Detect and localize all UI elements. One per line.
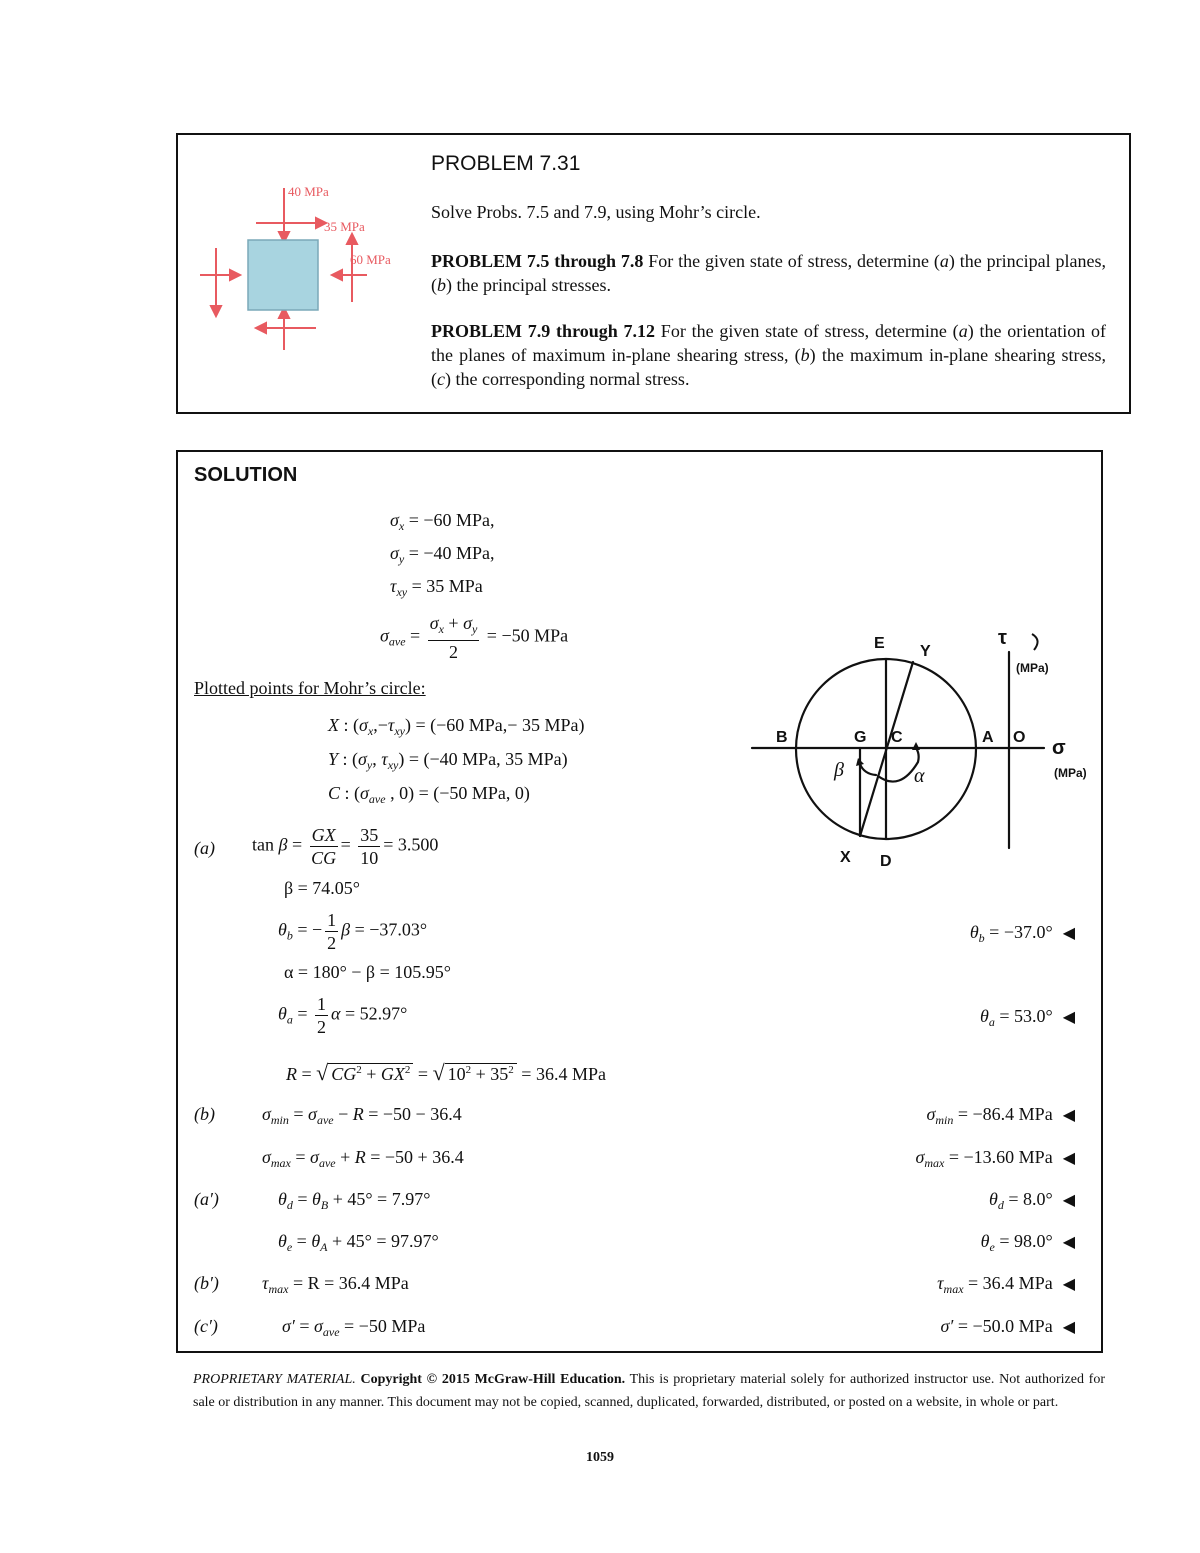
- sigma-max-work: $\sigma_{max} = \sigma_{ave} + R = -50 + 36.4$: [262, 1147, 464, 1170]
- answer-marker-icon: ◀: [1062, 925, 1075, 942]
- sigma-max-answer: $\sigma_{max} = -13.60$ MPa ◀: [915, 1147, 1075, 1170]
- text: = (−40 MPa, 35 MPa): [408, 749, 568, 769]
- sigma-x-line: $\sigma_x = -60$ MPa,: [390, 510, 495, 533]
- label-e: E: [874, 635, 885, 652]
- part-b-label: (b): [194, 1104, 215, 1124]
- point-x-line: X : $(\sigma_x,-\tau_{xy}) = (-60$ MPa,− 35 MPa): [328, 715, 585, 738]
- text: = −50 − 36.4: [368, 1104, 462, 1124]
- plotted-points-heading: Plotted points for Mohr’s circle:: [194, 678, 426, 698]
- text: + 45° = 7.97°: [332, 1189, 431, 1209]
- problem-79-text: [431, 319, 1106, 391]
- text: = 52.97°: [344, 1003, 408, 1024]
- text: = 8.0°: [1008, 1189, 1053, 1209]
- label-b: B: [776, 729, 788, 746]
- label-y: Y: [920, 643, 931, 660]
- label-sigma-unit: (MPa): [1054, 766, 1087, 780]
- problem-box: [176, 133, 1131, 414]
- text: = −37.0°: [989, 922, 1053, 942]
- label-sigma: σ: [1052, 737, 1066, 759]
- sigma-prime-answer: σ′ = −50.0 MPa ◀: [940, 1316, 1075, 1336]
- page-number: 1059: [586, 1450, 614, 1465]
- label-60mpa: 60 MPa: [350, 252, 391, 267]
- stress-element-square: [248, 240, 318, 310]
- text: ) the principal planes, (: [431, 251, 1106, 295]
- text: b: [437, 275, 446, 295]
- text: ) the orientation of the planes of maximum in-plane shearing stress, (: [431, 321, 1106, 365]
- text: For the given state of stress, determine (: [643, 251, 940, 271]
- label-35mpa: 35 MPa: [324, 219, 365, 234]
- sigma-min-work: $\sigma_{min} = \sigma_{ave} - R = -50 - 36.4$: [262, 1104, 462, 1127]
- text: = −50 MPa: [344, 1316, 426, 1336]
- answer-marker-icon: ◀: [1062, 1192, 1075, 1209]
- theta-d-work: $\theta_d = \theta_B + 45^\circ = 7.97^\circ$: [278, 1189, 431, 1212]
- text: ) the maximum in-plane shearing stress, (: [431, 345, 1106, 389]
- alpha-line: α = 180° − β = 105.95°: [284, 962, 451, 982]
- theta-e-work: $\theta_e = \theta_A + 45^\circ = 97.97^\circ$: [278, 1231, 439, 1254]
- label-tau-unit: (MPa): [1016, 661, 1049, 675]
- text: = −60 MPa,: [408, 510, 495, 530]
- problem-75-text: [431, 249, 1106, 297]
- problem-instruction: Solve Probs. 7.5 and 7.9, using Mohr’s circle.: [431, 202, 761, 222]
- text: = 53.0°: [999, 1006, 1053, 1026]
- text: = R = 36.4 MPa: [292, 1273, 409, 1293]
- tau-direction-arrow-icon: [1032, 634, 1038, 650]
- tau-max-work: $\tau_{max} = R = 36.4$ MPa: [262, 1273, 409, 1296]
- text: = 3.500: [383, 834, 439, 855]
- theta-a-work: $\theta_a$ = $\frac{1}{2}$ α = 52.97°: [278, 994, 408, 1037]
- text: c: [437, 369, 445, 389]
- text: = 36.4 MPa: [968, 1273, 1053, 1293]
- text: = (−60 MPa,− 35 MPa): [415, 715, 585, 735]
- label-tau: τ: [998, 627, 1007, 649]
- theta-b-work: $\theta_b$ = − $\frac{1}{2}$ β = −37.03°: [278, 910, 428, 953]
- solution-title: SOLUTION: [194, 464, 298, 486]
- part-a-label: (a): [194, 838, 215, 858]
- solution-box: [176, 450, 1103, 1353]
- text: = −50 + 36.4: [370, 1147, 464, 1167]
- label-c: C: [891, 729, 903, 746]
- label-o: O: [1013, 729, 1026, 746]
- text: = 98.0°: [999, 1231, 1053, 1251]
- copyright-label: Copyright © 2015 McGraw-Hill Education.: [360, 1372, 626, 1387]
- proprietary-label: PROPRIETARY MATERIAL.: [193, 1372, 356, 1387]
- theta-b-answer: $\theta_b = -37.0^\circ$ ◀: [969, 922, 1075, 945]
- problem-title: PROBLEM 7.31: [431, 152, 581, 175]
- label-g: G: [854, 729, 867, 746]
- mohr-circle-diagram: [750, 624, 1090, 884]
- problem-79-heading: PROBLEM 7.9 through 7.12: [431, 321, 656, 341]
- answer-marker-icon: ◀: [1062, 1009, 1075, 1026]
- text: = −50.0 MPa: [957, 1316, 1053, 1336]
- theta-a-answer: $\theta_a = 53.0^\circ$ ◀: [979, 1006, 1075, 1029]
- tan-beta-line: tan β = $\frac{GX}{CG}$ = $\frac{35}{10}$ = 3.500: [252, 825, 439, 868]
- tau-xy-line: $\tau_{xy} = 35$ MPa: [390, 576, 483, 599]
- text: = −50 MPa: [486, 625, 569, 646]
- problem-75-heading: PROBLEM 7.5 through 7.8: [431, 251, 644, 271]
- label-alpha: α: [914, 765, 925, 787]
- label-x: X: [840, 849, 851, 866]
- text: a: [939, 251, 949, 271]
- beta-line: β = 74.05°: [284, 878, 361, 898]
- text: = −86.4 MPa: [957, 1104, 1053, 1124]
- text: This is proprietary material solely for authorized instructor use. Not authorized for sale or distribution in any manner. This document may not be copied, scanned, duplicated, forwarded, distributed, or posted on a website, in whole or part.: [193, 1372, 1105, 1410]
- part-b-prime-label: (b′): [194, 1273, 219, 1293]
- text: = 35 MPa: [411, 576, 483, 596]
- text: b: [800, 345, 810, 365]
- text: For the given state of stress, determine (: [655, 321, 959, 341]
- sigma-prime-work: $\sigma' = \sigma_{ave} = -50$ MPa: [282, 1316, 426, 1339]
- beta-arc: [860, 764, 876, 775]
- text: = −40 MPa,: [408, 543, 495, 563]
- sigma-y-line: $\sigma_y = -40$ MPa,: [390, 543, 495, 566]
- label-d: D: [880, 853, 892, 870]
- part-a-prime-label: (a′): [194, 1189, 219, 1209]
- answer-marker-icon: ◀: [1062, 1319, 1075, 1336]
- text: = (−50 MPa, 0): [418, 783, 530, 803]
- text: a: [958, 321, 968, 341]
- text: ) the corresponding normal stress.: [445, 369, 690, 389]
- answer-marker-icon: ◀: [1062, 1107, 1075, 1124]
- label-40mpa: 40 MPa: [288, 184, 329, 199]
- label-a: A: [982, 729, 994, 746]
- theta-d-answer: $\theta_d = 8.0^\circ$ ◀: [988, 1189, 1075, 1212]
- radius-line: R = √ $CG^2 + \overline{GX}^2$ = √ $10^2 + 35^2 = 36.4$ MPa: [286, 1060, 606, 1085]
- footer-copyright-note: [193, 1368, 1105, 1414]
- stress-element-figure: [192, 180, 432, 370]
- theta-e-answer: $\theta_e = 98.0^\circ$ ◀: [980, 1231, 1075, 1254]
- text: ) the principal stresses.: [446, 275, 611, 295]
- answer-marker-icon: ◀: [1062, 1234, 1075, 1251]
- text: = −37.03°: [354, 919, 428, 940]
- alpha-arc: [878, 748, 919, 782]
- text: = −13.60 MPa: [948, 1147, 1053, 1167]
- label-beta: β: [834, 759, 844, 781]
- answer-marker-icon: ◀: [1062, 1150, 1075, 1167]
- tau-max-answer: $\tau_{max} = 36.4$ MPa ◀: [937, 1273, 1075, 1296]
- point-y-line: Y : ($\sigma_y$, $\tau_{xy}) = (-40$ MPa, 35 MPa): [328, 749, 568, 772]
- sigma-ave-line: $\sigma_{ave}$ = $\frac{\sigma_x + \sigma_y}{2}$ = −50 MPa: [380, 613, 569, 662]
- point-c-line: C : ($\sigma_{ave}$ , 0) = (−50 MPa, 0): [328, 783, 530, 806]
- part-c-prime-label: (c′): [194, 1316, 218, 1336]
- text: = 36.4 MPa: [521, 1064, 606, 1084]
- sigma-min-answer: $\sigma_{min} = -86.4$ MPa ◀: [926, 1104, 1075, 1127]
- text: + 45° = 97.97°: [332, 1231, 439, 1251]
- answer-marker-icon: ◀: [1062, 1276, 1075, 1293]
